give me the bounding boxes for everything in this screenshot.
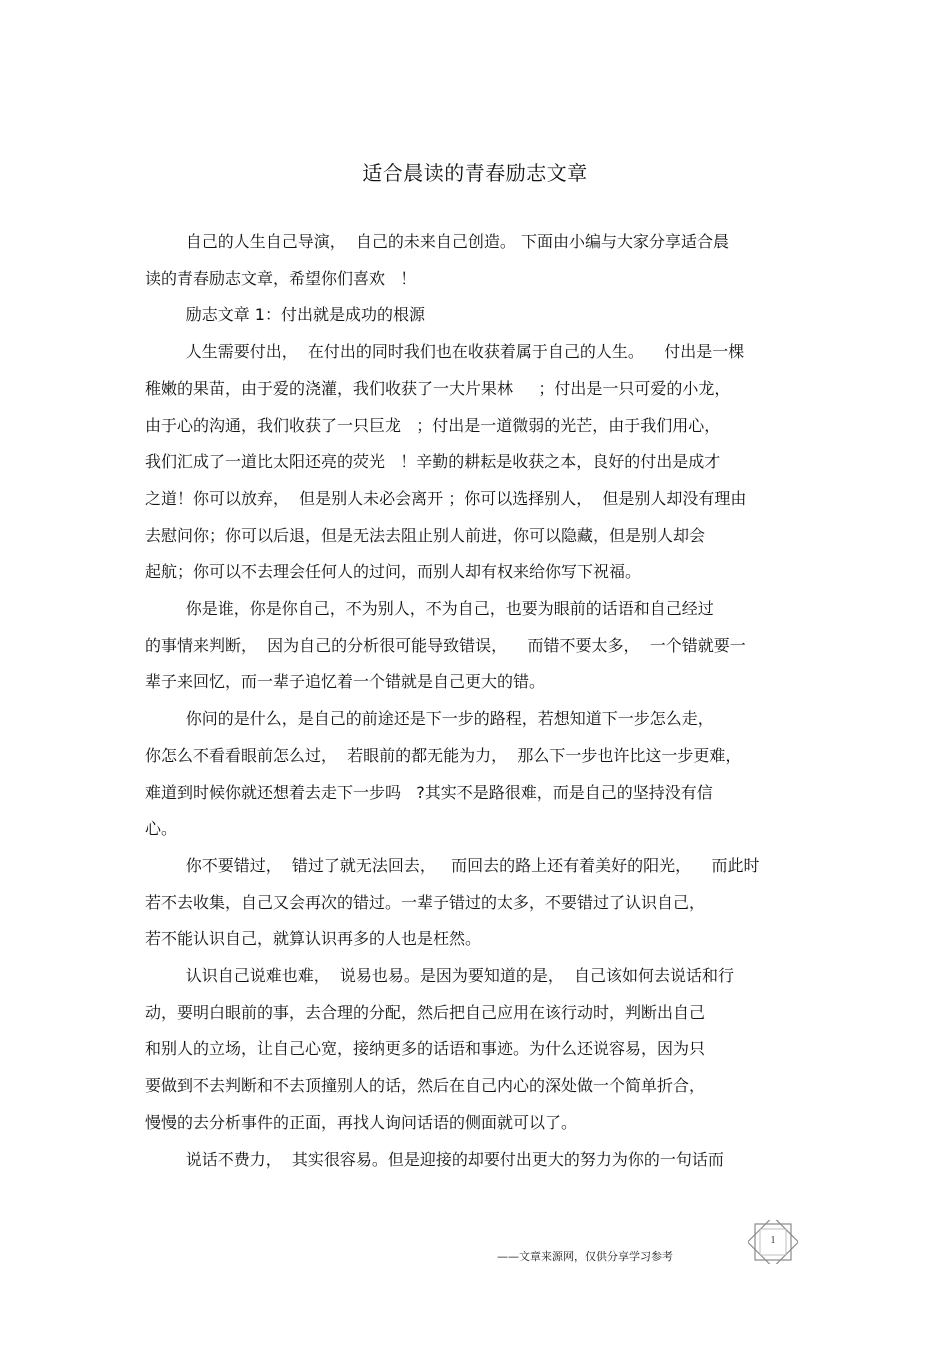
- text-line: 之道！你可以放弃， 但是别人未必会离开 ；你可以选择别人， 但是别人却没有理由: [145, 488, 747, 508]
- text-line: 你怎么不看看眼前怎么过， 若眼前的都无能为力， 那么下一步也许比这一步更难，: [145, 745, 742, 765]
- text-line: 说话不费力， 其实很容易。但是迎接的却要付出更大的努力为你的一句话而: [145, 1149, 724, 1169]
- page-number: 1: [770, 1235, 776, 1246]
- text-line: 认识自己说难也难， 说易也易。是因为要知道的是， 自己该如何去说话和行: [145, 966, 735, 985]
- text-line: 励志文章 1：付出就是成功的根源: [145, 305, 425, 325]
- footer-source-note: ——文章来源网，仅供分享学习参考: [497, 1250, 673, 1263]
- text-line: 辈子来回忆，而一辈子追忆着一个错就是自己更大的错。: [145, 672, 546, 692]
- page-title: 适合晨读的青春励志文章: [362, 161, 588, 185]
- text-line: 你是谁，你是你自己，不为别人，不为自己，也要为眼前的话语和自己经过: [145, 599, 714, 618]
- text-line: 慢慢的去分析事件的正面，再找人询问话语的侧面就可以了。: [145, 1112, 578, 1132]
- text-line: 和别人的立场，让自己心宽，接纳更多的话语和事迹。为什么还说容易，因为只: [145, 1039, 706, 1059]
- text-line: 心。: [145, 819, 178, 839]
- text-line: 自己的人生自己导演， 自己的未来自己创造。 下面由小编与大家分享适合晨: [145, 232, 729, 251]
- text-line: 读的青春励志文章，希望你们喜欢 ！: [145, 268, 417, 288]
- text-line: 去慰问你；你可以后退，但是无法去阻止别人前进，你可以隐藏，但是别人却会: [145, 525, 706, 545]
- text-line: 动，要明白眼前的事，去合理的分配，然后把自己应用在该行动时，判断出自己: [145, 1002, 706, 1022]
- page-number-badge: [748, 1220, 798, 1264]
- text-line: 起航；你可以不去理会任何人的过问，而别人却有权来给你写下祝福。: [145, 562, 642, 582]
- text-line: 的事情来判断， 因为自己的分析很可能导致错误， 而错不要太多， 一个错就要一: [145, 635, 746, 655]
- text-line: 若不去收集，自己又会再次的错过。一辈子错过的太多，不要错过了认识自己，: [145, 892, 706, 912]
- text-line: 你不要错过， 错过了就无法回去， 而回去的路上还有着美好的阳光， 而此时: [145, 855, 760, 875]
- text-line: 人生需要付出， 在付出的同时我们也在收获着属于自己的人生。 付出是一棵: [145, 342, 745, 362]
- text-line: 稚嫩的果苗，由于爱的浇灌，我们收获了一大片果林 ；付出是一只可爱的小龙，: [145, 378, 731, 398]
- text-line: 由于心的沟通，我们收获了一只巨龙 ；付出是一道微弱的光芒，由于我们用心，: [145, 415, 721, 435]
- text-line: 要做到不去判断和不去顶撞别人的话，然后在自己内心的深处做一个简单折合，: [145, 1076, 706, 1096]
- text-line: 难道到时候你就还想着去走下一步吗 ?其实不是路很难，而是自己的坚持没有信: [145, 782, 713, 802]
- text-line: 你问的是什么，是自己的前途还是下一步的路程，若想知道下一步怎么走，: [145, 709, 714, 729]
- text-line: 我们汇成了一道比太阳还亮的荧光 ！辛勤的耕耘是收获之本，良好的付出是成才: [145, 452, 721, 472]
- text-line: 若不能认识自己，就算认识再多的人也是枉然。: [145, 929, 482, 949]
